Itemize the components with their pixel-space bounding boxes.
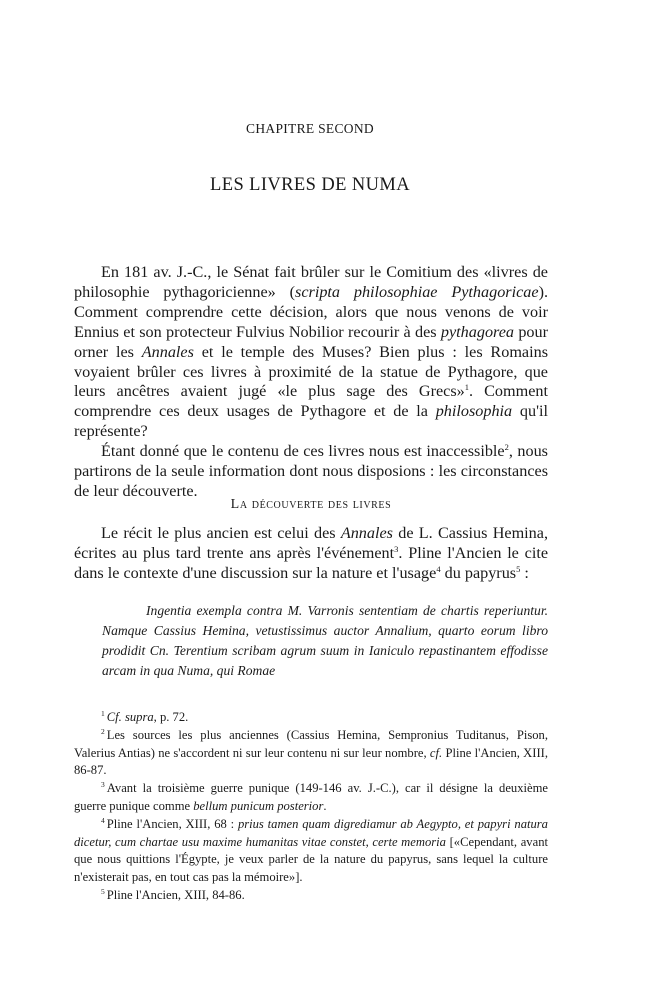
footnote-1: [74, 709, 548, 727]
italic-run: Cf. supra: [106, 710, 154, 724]
text-run: En 181 av. J.-C., le Sénat fait brûler sur le Comitium des «livres de philosophie pythagoricienne» (: [74, 263, 548, 301]
footnote-number: 2: [101, 726, 105, 736]
text-run: . Comment comprendre ces deux usages de Pythagore et de la: [74, 382, 548, 421]
footnote-5: [74, 887, 548, 905]
text-run: ). Comment comprendre cette décision, alors que nous venons de voir Ennius et son protecteur Fulvius Nobilior recourir à des: [74, 282, 548, 341]
section-text: [74, 524, 548, 584]
text-run: .: [323, 798, 327, 813]
italic-run: bellum punicum posterior: [193, 798, 324, 813]
text-run: Avant la troisième guerre punique (149-146 av. J.-C.), car il désigne la deuxième guerre punique comme: [74, 781, 548, 813]
italic-run: Annales: [141, 342, 194, 361]
text-run: , nous partirons de la seule information dont nous disposions : les circonstances de leur découverte.: [74, 442, 548, 500]
footnote-ref[interactable]: 1: [464, 382, 469, 393]
italic-run: cf.: [429, 745, 443, 760]
paragraph: [74, 263, 548, 442]
paragraph: [74, 442, 548, 502]
footnote-number: 1: [101, 709, 105, 718]
chapter-title: LES LIVRES DE NUMA: [210, 175, 410, 195]
footnote-3: [74, 780, 548, 816]
text-run: pour orner les: [74, 322, 549, 361]
italic-run: prius tamen quam digrediamur ab Aegypto, et papyri natura dicetur, cum chartae usu maxime humanitas vitae constet, certe memoria: [74, 816, 548, 849]
quotation-text: Ingentia exempla contra M. Varronis sententiam de chartis reperiuntur. Namque Cassius Hemina, vetustissimus auctor Annalium, quarto eorum libro prodidit Cn. Terentium scribam agrum suum in Ianiculo repastinantem effodisse arcam in qua Numa, qui Romae: [102, 603, 548, 678]
italic-run: Annales: [340, 524, 393, 542]
text-run: de L. Cassius Hemina, écrites au plus tard trente ans après l'événement: [74, 524, 548, 562]
footnote-number: 3: [101, 780, 105, 790]
text-run: [«Cependant, avant que nous quittions l'Égypte, je veux parler de la nature du papyrus, sans lequel la culture n'existerait pas, en tout cas pas la mémoire»].: [74, 834, 548, 885]
italic-run: pythagorea: [440, 322, 515, 341]
text-run: , p. 72.: [153, 710, 189, 724]
text-run: qu'il représente?: [74, 402, 548, 441]
text-run: :: [520, 563, 529, 582]
paragraph: [74, 524, 548, 584]
footnote-2: [74, 727, 548, 780]
text-run: Pline l'Ancien, XIII, 84-86.: [106, 887, 245, 902]
italic-run: philosophia: [435, 402, 513, 421]
footnote-ref[interactable]: 5: [516, 563, 521, 574]
text-run: Les sources les plus anciennes (Cassius Hemina, Sempronius Tuditanus, Pison, Valerius Antias) ne s'accordent ni sur leur contenu ni sur leur nombre,: [74, 727, 548, 760]
heading-initial: L: [230, 497, 240, 512]
heading-rest: a découverte des livres: [239, 497, 392, 512]
latin-quotation: [102, 601, 548, 681]
footnote-ref[interactable]: 2: [504, 442, 509, 453]
footnotes: [74, 709, 548, 905]
text-run: Pline l'Ancien, XIII, 68 :: [106, 816, 238, 831]
text-run: . Pline l'Ancien le cite dans le contexte d'une discussion sur la nature et l'usage: [74, 543, 549, 582]
footnote-ref[interactable]: 3: [394, 543, 399, 554]
footnote-4: [74, 816, 548, 887]
text-run: et le temple des Muses? Bien plus : les Romains voyaient brûler ces livres à proximité de la statue de Pythagore, que leurs ancêtres avaient jugé «le plus sage des Grecs»: [74, 342, 548, 401]
text-run: du papyrus: [440, 563, 517, 582]
section-heading: [74, 497, 548, 513]
italic-run: scripta philosophiae Pythagoricae: [295, 282, 539, 301]
text-run: Pline l'Ancien, XIII, 86-87.: [74, 745, 548, 778]
chapter-label: CHAPITRE SECOND: [246, 121, 374, 136]
footnote-number: 5: [101, 886, 105, 896]
text-run: Étant donné que le contenu de ces livres nous est inaccessible: [101, 442, 505, 461]
footnote-ref[interactable]: 4: [436, 563, 441, 574]
intro-text: [74, 263, 548, 502]
text-run: Le récit le plus ancien est celui des: [101, 524, 341, 542]
footnote-number: 4: [101, 815, 105, 825]
